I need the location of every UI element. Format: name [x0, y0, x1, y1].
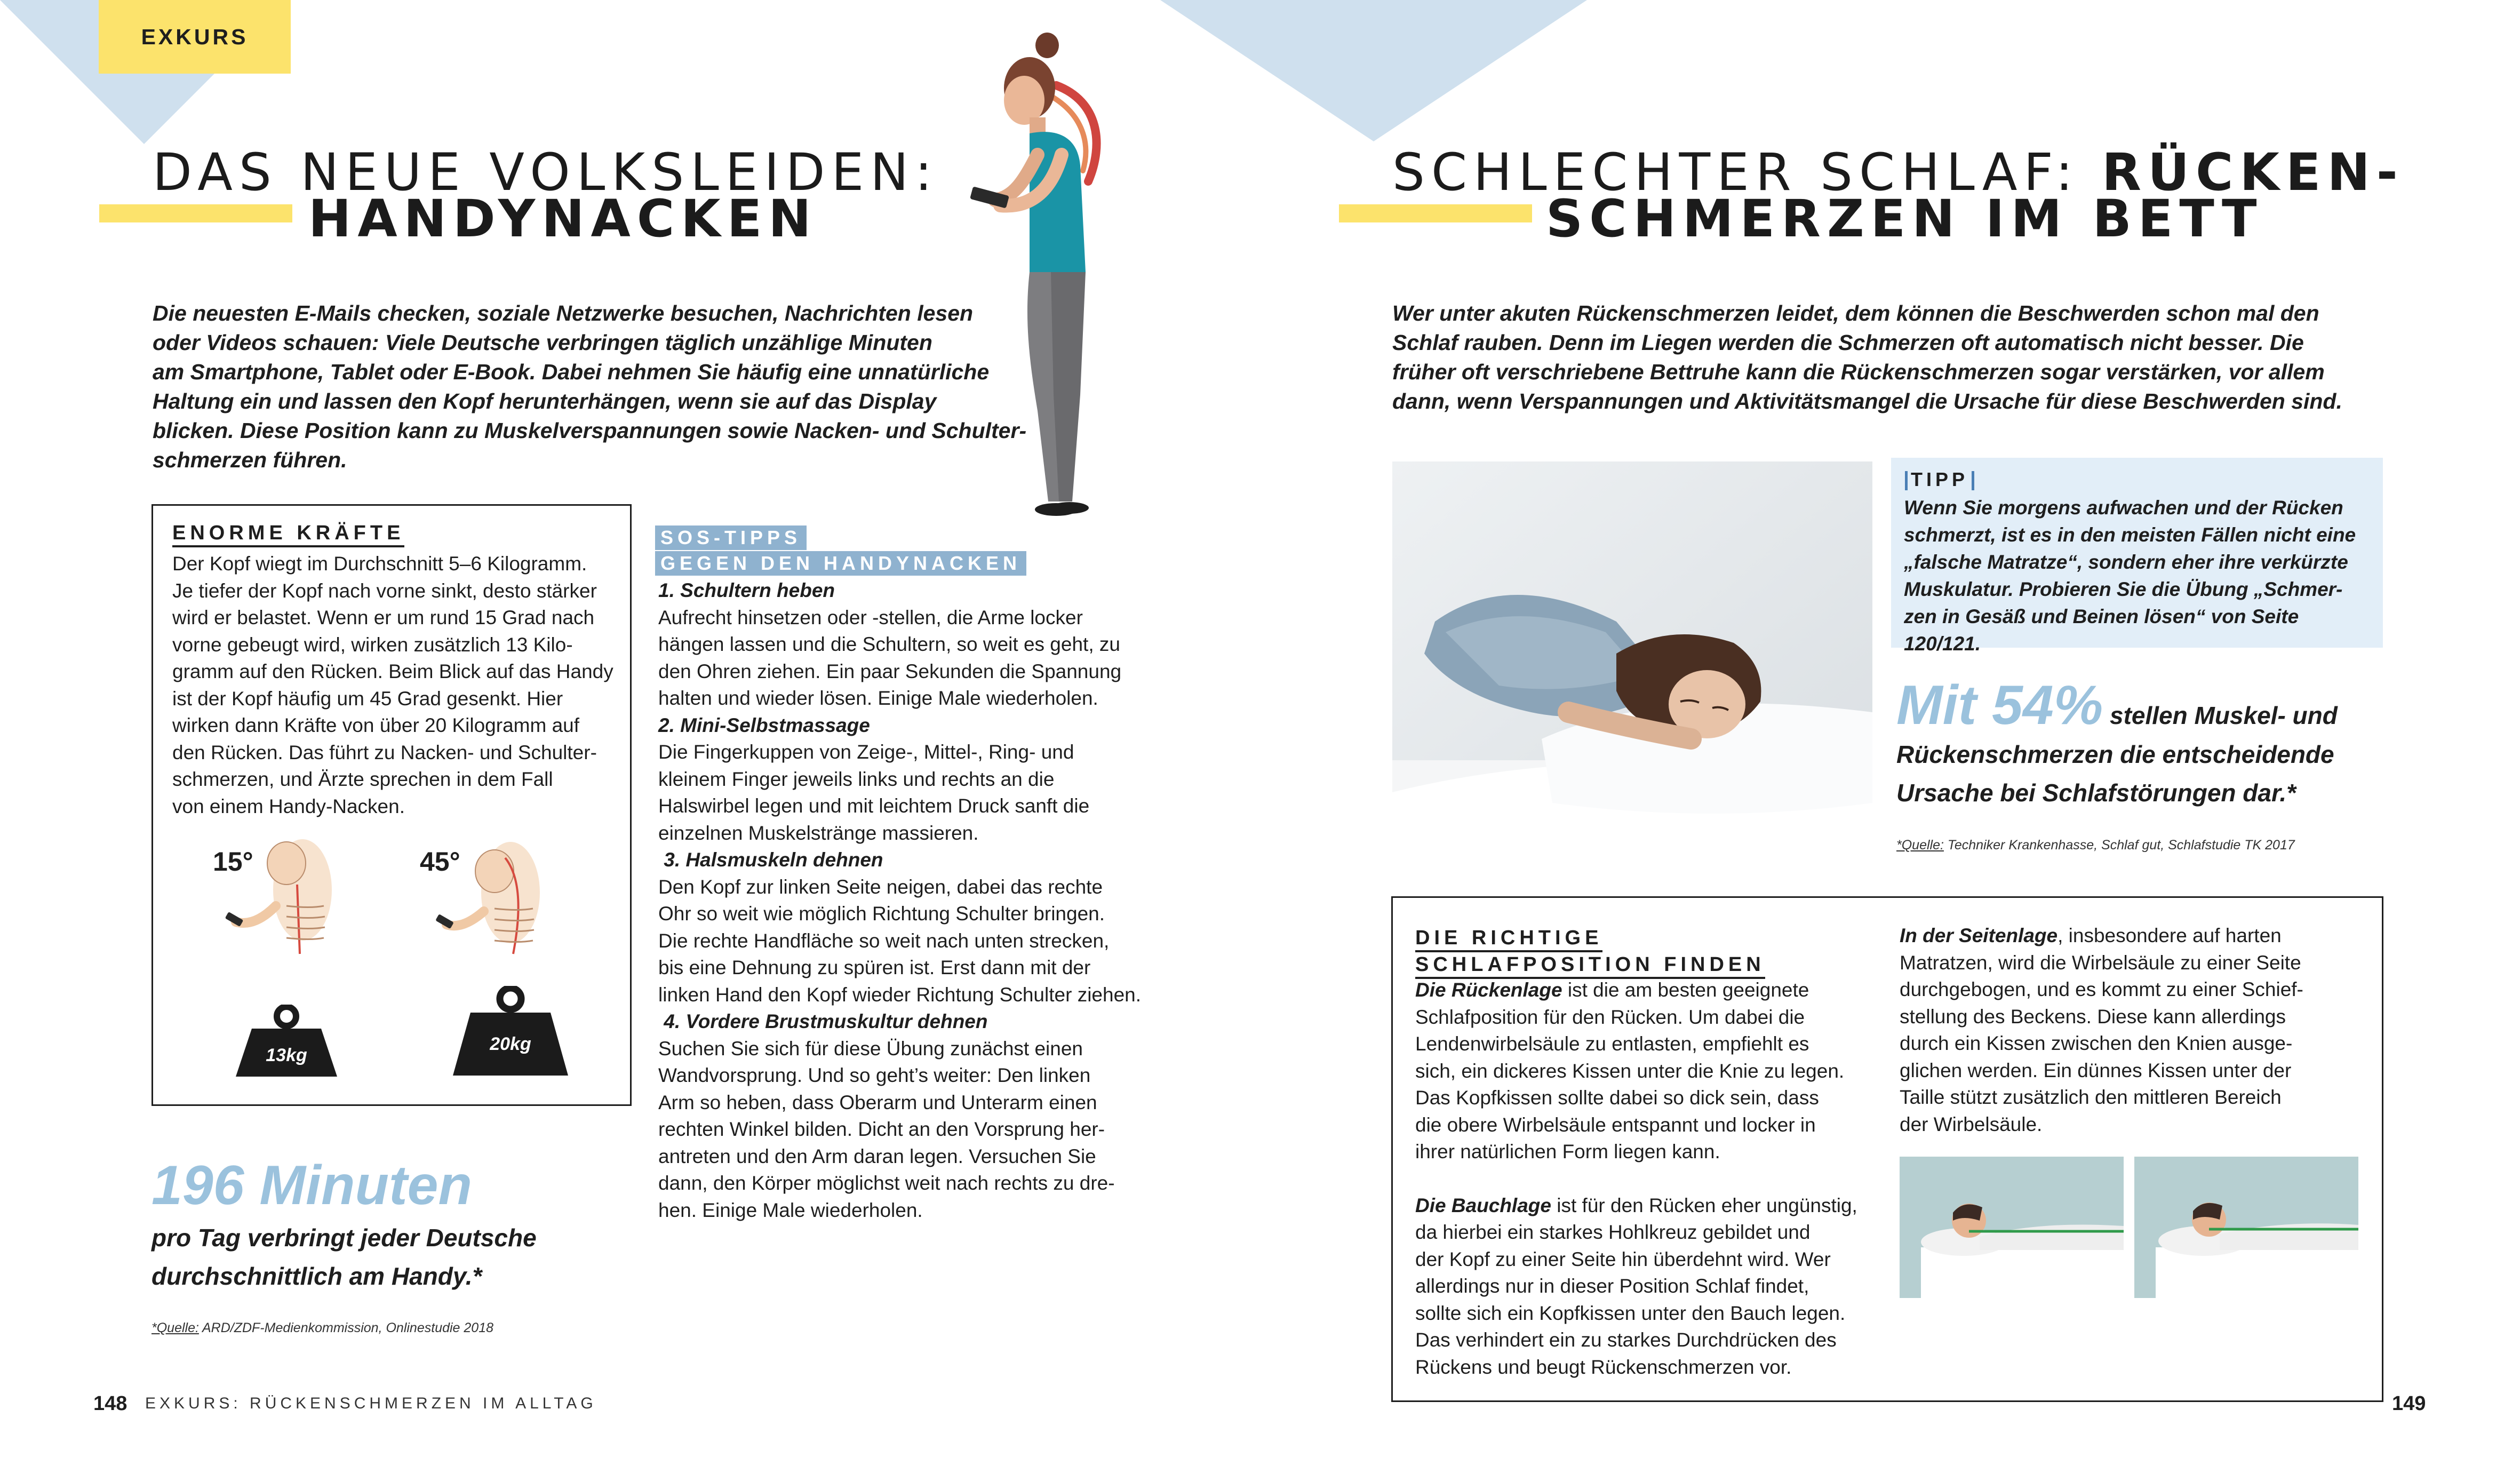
rueckenlage-label: Die Rückenlage [1415, 979, 1562, 1001]
forces-line: Je tiefer der Kopf nach vorne sinkt, desto stärker [172, 579, 597, 602]
bauchlage-label: Die Bauchlage [1415, 1194, 1551, 1216]
forces-line: ist der Kopf häufig um 45 Grad gesenkt. Hier [172, 687, 563, 710]
sleep-position-title-2: SCHLAFPOSITION FINDEN [1415, 953, 1765, 979]
sos-line: antreten und den Arm daran legen. Versuchen Sie [658, 1145, 1096, 1167]
right-heading-bar [1339, 204, 1532, 222]
right-source-text: Techniker Krankenhasse, Schlaf gut, Schlafstudie TK 2017 [1943, 838, 2295, 853]
forces-line: schmerzen, und Ärzte sprechen in dem Fall [172, 768, 553, 790]
left-source-text: ARD/ZDF-Medienkommission, Onlinestudie 2018 [198, 1320, 494, 1335]
right-intro-line: Wer unter akuten Rückenschmerzen leidet, dem können die Beschwerden schon mal den [1392, 301, 2319, 325]
sleep-line: der Wirbelsäule. [1900, 1113, 2043, 1135]
sleep-line: , insbesondere auf harten [2058, 925, 2282, 946]
tipp-label-wrap [1902, 468, 1977, 491]
right-intro [1392, 299, 2406, 416]
right-heading-line2: SCHMERZEN IM BETT [1546, 189, 2263, 249]
sleeping-woman-photo [1392, 461, 1872, 862]
exkurs-tab [99, 0, 291, 74]
right-heading-thin: SCHLECHTER SCHLAF: [1392, 142, 2102, 202]
sos-label-1: SOS-TIPPS [655, 525, 807, 550]
sos-line: Suchen Sie sich für diese Übung zunächst einen [658, 1037, 1083, 1060]
tipp-line: Wenn Sie morgens aufwachen und der Rücken [1904, 497, 2343, 519]
left-intro-line: Haltung ein und lassen den Kopf herunterhängen, wenn sie auf das Display [153, 389, 937, 413]
tipp-label: TIPP [1911, 468, 1969, 490]
left-source-label: *Quelle: [151, 1320, 199, 1335]
forces-line: wird er belastet. Wenn er um rund 15 Grad nach [172, 607, 595, 628]
sos-heading-1: 1. Schultern heben [658, 579, 835, 601]
sleep-line: die obere Wirbelsäule entspannt und locker in [1415, 1113, 1816, 1136]
right-intro-line: dann, wenn Verspannungen und Aktivitätsmangel die Ursache für diese Beschwerden sind. [1392, 389, 2342, 413]
forces-title: ENORME KRÄFTE [172, 522, 404, 547]
sleep-position-box [1391, 896, 2383, 1402]
sos-line: Ohr so weit wie möglich Richtung Schulter bringen. [658, 903, 1105, 925]
tipp-box [1891, 458, 2383, 655]
sleep-position-title [1415, 925, 1765, 978]
sos-line: bis eine Dehnung zu spüren ist. Erst dann mit der [658, 957, 1091, 978]
sos-line: dann, den Körper möglichst weit nach rechts zu dre- [658, 1172, 1115, 1194]
sleep-line: Matratzen, wird die Wirbelsäule zu einer Seite [1900, 951, 2301, 974]
sleep-line: ist für den Rücken eher ungünstig, [1551, 1194, 1857, 1216]
sos-tips [658, 577, 1192, 1224]
right-stat-line: Ursache bei Schlafstörungen dar.* [1896, 779, 2296, 807]
left-stat-text [151, 1219, 632, 1295]
sleep-line: stellung des Beckens. Diese kann allerdings [1900, 1005, 2286, 1028]
weight-20kg-label: 20kg [490, 1034, 531, 1054]
left-intro-line: am Smartphone, Tablet oder E-Book. Dabei nehmen Sie häufig eine unnatürliche [153, 360, 990, 384]
forces-line: den Rücken. Das führt zu Nacken- und Schulter- [172, 741, 597, 763]
tipp-text [1904, 494, 2373, 657]
right-stat-text [1896, 735, 2387, 812]
right-intro-line: früher oft verschriebene Bettruhe kann die Rückenschmerzen sogar verstärken, vor allem [1392, 360, 2325, 384]
forces-box [151, 504, 632, 1106]
forces-line: gramm auf den Rücken. Beim Blick auf das Handy [172, 660, 613, 682]
forces-line: wirken dann Kräfte von über 20 Kilogramm auf [172, 714, 580, 736]
sos-label-2: GEGEN DEN HANDYNACKEN [655, 551, 1026, 576]
seitenlage-label: In der Seitenlage [1900, 925, 2058, 946]
forces-line: vorne gebeugt wird, wirken zusätzlich 13 Kilo- [172, 633, 573, 656]
sos-line: Den Kopf zur linken Seite neigen, dabei das rechte [658, 875, 1103, 898]
sos-line: hängen lassen und die Schultern, so weit es geht, zu [658, 633, 1120, 655]
sos-line: halten und wieder lösen. Einige Male wiederholen. [658, 687, 1098, 709]
right-stat-line: Rückenschmerzen die entscheidende [1896, 740, 2334, 768]
sleep-line: der Kopf zu einer Seite hin überdehnt wird. Wer [1415, 1248, 1831, 1270]
sleep-line: da hierbei ein starkes Hohlkreuz gebildet und [1415, 1221, 1811, 1243]
sleep-line: Rückens und beugt Rückenschmerzen vor. [1415, 1356, 1792, 1378]
side-sleep-illustration-1 [1900, 1157, 2124, 1298]
tipp-line: „falsche Matratze“, sondern eher ihre verkürzte [1904, 551, 2348, 573]
sleep-line: sich, ein dickeres Kissen unter die Knie zu legen. [1415, 1060, 1845, 1082]
sleep-line: durch ein Kissen zwischen den Knien ausge- [1900, 1032, 2293, 1054]
left-stat-line: pro Tag verbringt jeder Deutsche [151, 1224, 537, 1252]
sleep-line: ist die am besten geeignete [1562, 979, 1809, 1001]
right-source-label: *Quelle: [1896, 838, 1944, 853]
forces-text [172, 551, 620, 820]
left-intro [153, 299, 1075, 475]
side-sleep-illustration-2 [2134, 1157, 2358, 1298]
tipp-line: schmerzt, ist es in den meisten Fällen nicht eine [1904, 524, 2356, 546]
left-intro-line: oder Videos schauen: Viele Deutsche verbringen täglich unzählige Minuten [153, 330, 932, 355]
sleep-position-title-1: DIE RICHTIGE [1415, 927, 1602, 952]
left-source [151, 1320, 493, 1336]
decor-triangle-right [1160, 0, 1587, 141]
sleep-line: ihrer natürlichen Form liegen kann. [1415, 1141, 1720, 1162]
sos-line: Die rechte Handfläche so weit nach unten strecken, [658, 929, 1110, 952]
angle-45-label: 45° [420, 847, 460, 877]
sleep-line: Lendenwirbelsäule zu entlasten, empfiehlt es [1415, 1033, 1809, 1055]
sos-line: Die Fingerkuppen von Zeige-, Mittel-, Ring- und [658, 741, 1074, 763]
sos-label-2-wrap [655, 551, 1026, 576]
sos-line: Wandvorsprung. Und so geht’s weiter: Den linken [658, 1064, 1091, 1086]
sos-line: Halswirbel legen und mit leichtem Druck sanft die [658, 795, 1090, 817]
sleep-line: Das verhindert ein zu starkes Durchdrücken des [1415, 1329, 1837, 1351]
sos-line: einzelnen Muskelstränge massieren. [658, 822, 979, 844]
right-stat-line1 [1896, 674, 2338, 736]
sos-line: rechten Winkel bilden. Dicht an den Vorsprung her- [658, 1118, 1105, 1140]
sleep-col-2 [1900, 922, 2369, 1138]
sleep-line: sollte sich ein Kopfkissen unter den Bauch legen. [1415, 1302, 1846, 1324]
sleep-line: Taille stützt zusätzlich den mittleren Bereich [1900, 1086, 2282, 1108]
sos-line: den Ohren ziehen. Ein paar Sekunden die Spannung [658, 660, 1122, 682]
angle-15-label: 15° [213, 847, 253, 877]
weight-13kg-icon [233, 1005, 340, 1079]
right-stat-rest: stellen Muskel- und [2103, 702, 2338, 729]
sos-label-1-wrap [655, 525, 807, 550]
right-big-stat: Mit 54% [1896, 674, 2103, 736]
left-stat-line: durchschnittlich am Handy.* [151, 1262, 482, 1290]
left-intro-line: blicken. Diese Position kann zu Muskelverspannungen sowie Nacken- und Schulter- [153, 418, 1027, 443]
right-page-number: 149 [2392, 1392, 2426, 1415]
left-heading-line2: HANDYNACKEN [308, 189, 818, 249]
sos-line: kleinem Finger jeweils links und rechts an die [658, 768, 1055, 790]
right-heading-bold: RÜCKEN- [2102, 142, 2404, 202]
sos-line: linken Hand den Kopf wieder Richtung Schulter ziehen. [658, 983, 1142, 1006]
sos-line: Aufrecht hinsetzen oder -stellen, die Arme locker [658, 606, 1083, 628]
sleep-line: glichen werden. Ein dünnes Kissen unter der [1900, 1059, 2292, 1081]
sos-heading-2: 2. Mini-Selbstmassage [658, 714, 870, 736]
sos-line: hen. Einige Male wiederholen. [658, 1199, 923, 1221]
left-footer-label: EXKURS: RÜCKENSCHMERZEN IM ALLTAG [145, 1395, 597, 1412]
sleep-col-1 [1415, 977, 1885, 1381]
sleep-line: durchgebogen, und es kommt zu einer Schief- [1900, 978, 2303, 1000]
left-page-number: 148 [93, 1392, 127, 1415]
tipp-line: zen in Gesäß und Beinen lösen“ von Seite 120/121. [1904, 606, 2299, 655]
forces-line: von einem Handy-Nacken. [172, 795, 405, 817]
sleep-line: allerdings nur in dieser Position Schlaf findet, [1415, 1275, 1809, 1297]
sos-heading-3: 3. Halsmuskeln dehnen [658, 849, 883, 871]
left-intro-line: schmerzen führen. [153, 448, 347, 472]
sleep-line: Schlafposition für den Rücken. Um dabei die [1415, 1006, 1805, 1028]
left-heading-bar [99, 204, 292, 222]
right-intro-line: Schlaf rauben. Denn im Liegen werden die Schmerzen oft automatisch nicht besser. Die [1392, 330, 2304, 355]
left-heading-line1: DAS NEUE VOLKSLEIDEN: [153, 142, 939, 202]
right-source [1896, 838, 2295, 853]
sleep-line: Das Kopfkissen sollte dabei so dick sein, dass [1415, 1087, 1819, 1109]
weight-20kg-icon [452, 986, 569, 1077]
tipp-line: Muskulatur. Probieren Sie die Übung „Schmer- [1904, 578, 2343, 600]
sos-heading-4: 4. Vordere Brustmuskultur dehnen [658, 1010, 988, 1032]
sos-line: Arm so heben, dass Oberarm und Unterarm einen [658, 1091, 1097, 1113]
weight-13kg-label: 13kg [266, 1045, 307, 1065]
skeleton-15-illustration [206, 826, 350, 965]
left-big-stat: 196 Minuten [151, 1154, 472, 1216]
exkurs-label: EXKURS [141, 24, 249, 49]
forces-line: Der Kopf wiegt im Durchschnitt 5–6 Kilogramm. [172, 553, 587, 575]
skeleton-45-illustration [420, 826, 564, 965]
left-intro-line: Die neuesten E-Mails checken, soziale Netzwerke besuchen, Nachrichten lesen [153, 301, 974, 325]
